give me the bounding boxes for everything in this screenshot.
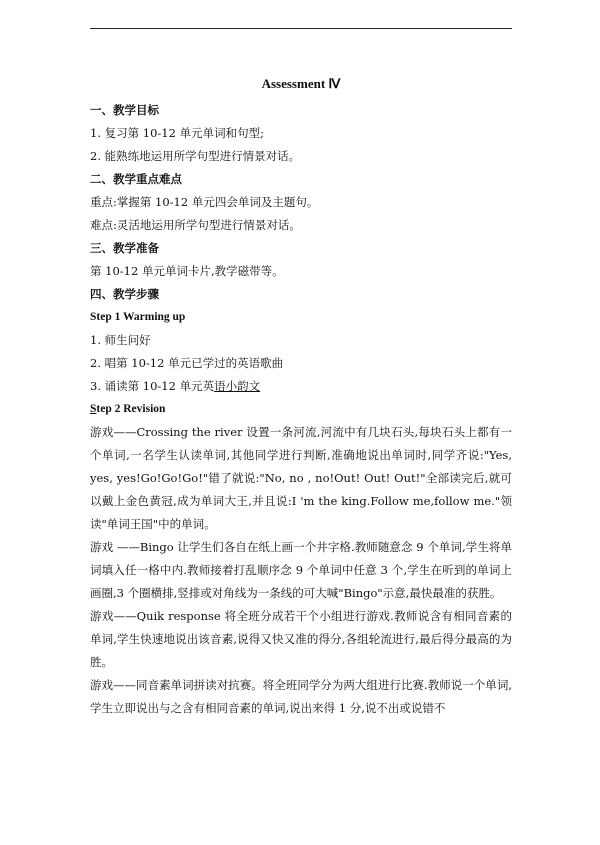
- step1-item-3-prefix: 3. 诵读第 10-12 单元英: [90, 379, 215, 393]
- header-rule: [90, 28, 512, 29]
- document-body: [90, 75, 512, 720]
- document-title: Assessment Ⅳ: [261, 76, 341, 91]
- goal-item-2: 2. 能熟练地运用所学句型进行情景对话。: [90, 149, 301, 163]
- section-heading-goals: 一、教学目标: [90, 103, 159, 117]
- section-heading-preparation: 三、教学准备: [90, 241, 159, 255]
- step1-item-2: 2. 唱第 10-12 单元已学过的英语歌曲: [90, 356, 284, 370]
- game-paragraph-crossing-river: 游戏——Crossing the river 设置一条河流,河流中有几块石头,每块石头上都有一个单词,一名学生认读单词,其他同学进行判断,准确地说出单词时,同学齐说:"Yes, yes, yes!Go!Go!Go!"错了就说:"No, no , no!Out! Out! Out!"全部读完后,就可以戴上金色黄冠,成为单词大王,并且说:I 'm the king.Follow me,follow me."领读"单词王国"中的单词。: [90, 425, 512, 531]
- key-point-item: 重点:掌握第 10-12 单元四会单词及主题句。: [90, 195, 319, 209]
- game-paragraph-bingo: 游戏 ——Bingo 让学生们各自在纸上画一个井字格.教师随意念 9 个单词,学生将单词填入任一格中内.教师接着打乱顺序念 9 个单词中任意 3 个,学生在听到的单词上画圈,3 个圈横排,竖排或对角线为一条线的可大喊"Bingo"示意,最快最准的获胜。: [90, 540, 512, 600]
- step1-item-3: [90, 375, 512, 398]
- section-heading-key-points: 二、教学重点难点: [90, 172, 182, 186]
- difficulty-item: 难点:灵活地运用所学句型进行情景对话。: [90, 218, 301, 232]
- step2-heading: [90, 398, 512, 421]
- goal-item-1: 1. 复习第 10-12 单元单词和句型;: [90, 126, 264, 140]
- step2-heading-initial: S: [90, 403, 97, 415]
- step1-item-3-underlined: 语小韵文: [214, 379, 261, 393]
- game-paragraph-quick-response: 游戏——Quik response 将全班分成若干个小组进行游戏.教师说含有相同音素的单词,学生快速地说出该音素,说得又快又准的得分,各组轮流进行,最后得分最高的为胜。: [90, 609, 512, 669]
- step1-heading: Step 1 Warming up: [90, 311, 186, 323]
- preparation-item: 第 10-12 单元单词卡片,教学磁带等。: [90, 264, 284, 278]
- game-paragraph-phoneme-contest: 游戏——同音素单词拼读对抗赛。将全班同学分为两大组进行比赛.教师说一个单词,学生立即说出与之含有相同音素的单词,说出来得 1 分,说不出或说错不: [90, 678, 512, 715]
- step1-item-1: 1. 师生问好: [90, 333, 151, 347]
- section-heading-steps: 四、教学步骤: [90, 287, 159, 301]
- step2-heading-rest: tep 2 Revision: [96, 403, 166, 415]
